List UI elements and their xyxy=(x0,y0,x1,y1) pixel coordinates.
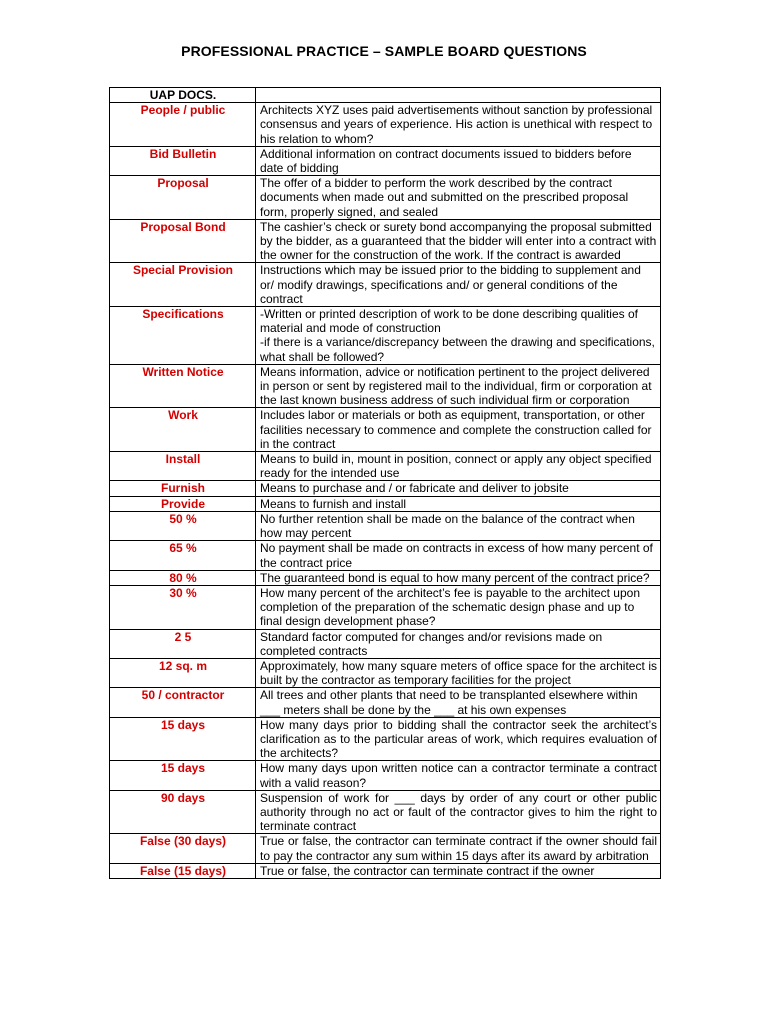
term-cell: 12 sq. m xyxy=(110,658,256,687)
term-cell: 65 % xyxy=(110,541,256,570)
table-row xyxy=(110,176,661,220)
term-cell: People / public xyxy=(110,103,256,147)
table-row xyxy=(110,629,661,658)
header-term-cell: UAP DOCS. xyxy=(110,88,256,103)
definition-cell: -Written or printed description of work to be done describing qualities of material and mode of construction -if there is a variance/discrepancy between the drawing and specifications, what shall be followed? xyxy=(256,307,661,365)
definition-cell: True or false, the contractor can terminate contract if the owner xyxy=(256,863,661,878)
term-cell: Work xyxy=(110,408,256,452)
table-row xyxy=(110,481,661,496)
term-cell: False (15 days) xyxy=(110,863,256,878)
definition-cell: All trees and other plants that need to be transplanted elsewhere within ___ meters shall be done by the ___ at his own expenses xyxy=(256,688,661,717)
table-row xyxy=(110,496,661,511)
definition-cell: The offer of a bidder to perform the work described by the contract documents when made out and submitted on the prescribed proposal form, properly signed, and sealed xyxy=(256,176,661,220)
term-cell: 30 % xyxy=(110,585,256,629)
definition-cell: Approximately, how many square meters of office space for the architect is built by the contractor as temporary facilities for the project xyxy=(256,658,661,687)
table-row xyxy=(110,511,661,540)
term-cell: Written Notice xyxy=(110,364,256,408)
term-cell: 80 % xyxy=(110,570,256,585)
term-cell: 50 % xyxy=(110,511,256,540)
term-cell: Specifications xyxy=(110,307,256,365)
table-row xyxy=(110,307,661,365)
table-row xyxy=(110,263,661,307)
term-cell: 2 5 xyxy=(110,629,256,658)
term-cell: Furnish xyxy=(110,481,256,496)
table-row xyxy=(110,658,661,687)
page-title: PROFESSIONAL PRACTICE – SAMPLE BOARD QUESTIONS xyxy=(181,43,587,59)
table-row xyxy=(110,408,661,452)
definition-cell: How many days upon written notice can a contractor terminate a contract with a valid reason? xyxy=(256,761,661,790)
definition-cell: Instructions which may be issued prior to the bidding to supplement and or/ modify drawings, specifications and/ or general conditions of the contract xyxy=(256,263,661,307)
definition-cell: Means information, advice or notification pertinent to the project delivered in person or sent by registered mail to the individual, firm or corporation at the last known business address of such individual firm or corporation xyxy=(256,364,661,408)
definition-cell: True or false, the contractor can terminate contract if the owner should fail to pay the contractor any sum within 15 days after its award by arbitration xyxy=(256,834,661,863)
table-row xyxy=(110,541,661,570)
definition-cell: Architects XYZ uses paid advertisements without sanction by professional consensus and years of experience. His action is unethical with respect to his relation to whom? xyxy=(256,103,661,147)
term-cell: 15 days xyxy=(110,761,256,790)
term-cell: 90 days xyxy=(110,790,256,834)
term-cell: False (30 days) xyxy=(110,834,256,863)
definition-cell: Standard factor computed for changes and/or revisions made on completed contracts xyxy=(256,629,661,658)
term-cell: 15 days xyxy=(110,717,256,761)
table-row xyxy=(110,219,661,263)
definition-cell: Includes labor or materials or both as equipment, transportation, or other facilities necessary to commence and complete the construction called for in the contract xyxy=(256,408,661,452)
table-row xyxy=(110,834,661,863)
table-row xyxy=(110,717,661,761)
table-row xyxy=(110,863,661,878)
definition-cell: Means to furnish and install xyxy=(256,496,661,511)
definition-cell: The cashier’s check or surety bond accompanying the proposal submitted by the bidder, as a guaranteed that the bidder will enter into a contract with the owner for the construction of the work. If the contract is awarded xyxy=(256,219,661,263)
definition-cell: Additional information on contract documents issued to bidders before date of bidding xyxy=(256,146,661,175)
table-row xyxy=(110,452,661,481)
table-row xyxy=(110,103,661,147)
table-row xyxy=(110,585,661,629)
definition-cell: The guaranteed bond is equal to how many percent of the contract price? xyxy=(256,570,661,585)
term-cell: Proposal xyxy=(110,176,256,220)
questions-table xyxy=(109,87,661,879)
table-row xyxy=(110,364,661,408)
term-cell: Special Provision xyxy=(110,263,256,307)
definition-cell: No further retention shall be made on the balance of the contract when how may percent xyxy=(256,511,661,540)
definition-cell: How many days prior to bidding shall the contractor seek the architect’s clarification as to the particular areas of work, which requires evaluation of the architects? xyxy=(256,717,661,761)
header-definition-cell xyxy=(256,88,661,103)
questions-table-body xyxy=(110,88,661,879)
term-cell: 50 / contractor xyxy=(110,688,256,717)
table-row xyxy=(110,688,661,717)
table-row xyxy=(110,146,661,175)
term-cell: Bid Bulletin xyxy=(110,146,256,175)
definition-cell: Suspension of work for ___ days by order of any court or other public authority through no act or fault of the contractor gives to him the right to terminate contract xyxy=(256,790,661,834)
definition-cell: How many percent of the architect’s fee is payable to the architect upon completion of the preparation of the schematic design phase and up to final design development phase? xyxy=(256,585,661,629)
definition-cell: Means to build in, mount in position, connect or apply any object specified ready for the intended use xyxy=(256,452,661,481)
definition-cell: No payment shall be made on contracts in excess of how many percent of the contract price xyxy=(256,541,661,570)
table-row xyxy=(110,761,661,790)
table-header-row xyxy=(110,88,661,103)
term-cell: Proposal Bond xyxy=(110,219,256,263)
table-row xyxy=(110,790,661,834)
term-cell: Install xyxy=(110,452,256,481)
term-cell: Provide xyxy=(110,496,256,511)
table-row xyxy=(110,570,661,585)
definition-cell: Means to purchase and / or fabricate and deliver to jobsite xyxy=(256,481,661,496)
